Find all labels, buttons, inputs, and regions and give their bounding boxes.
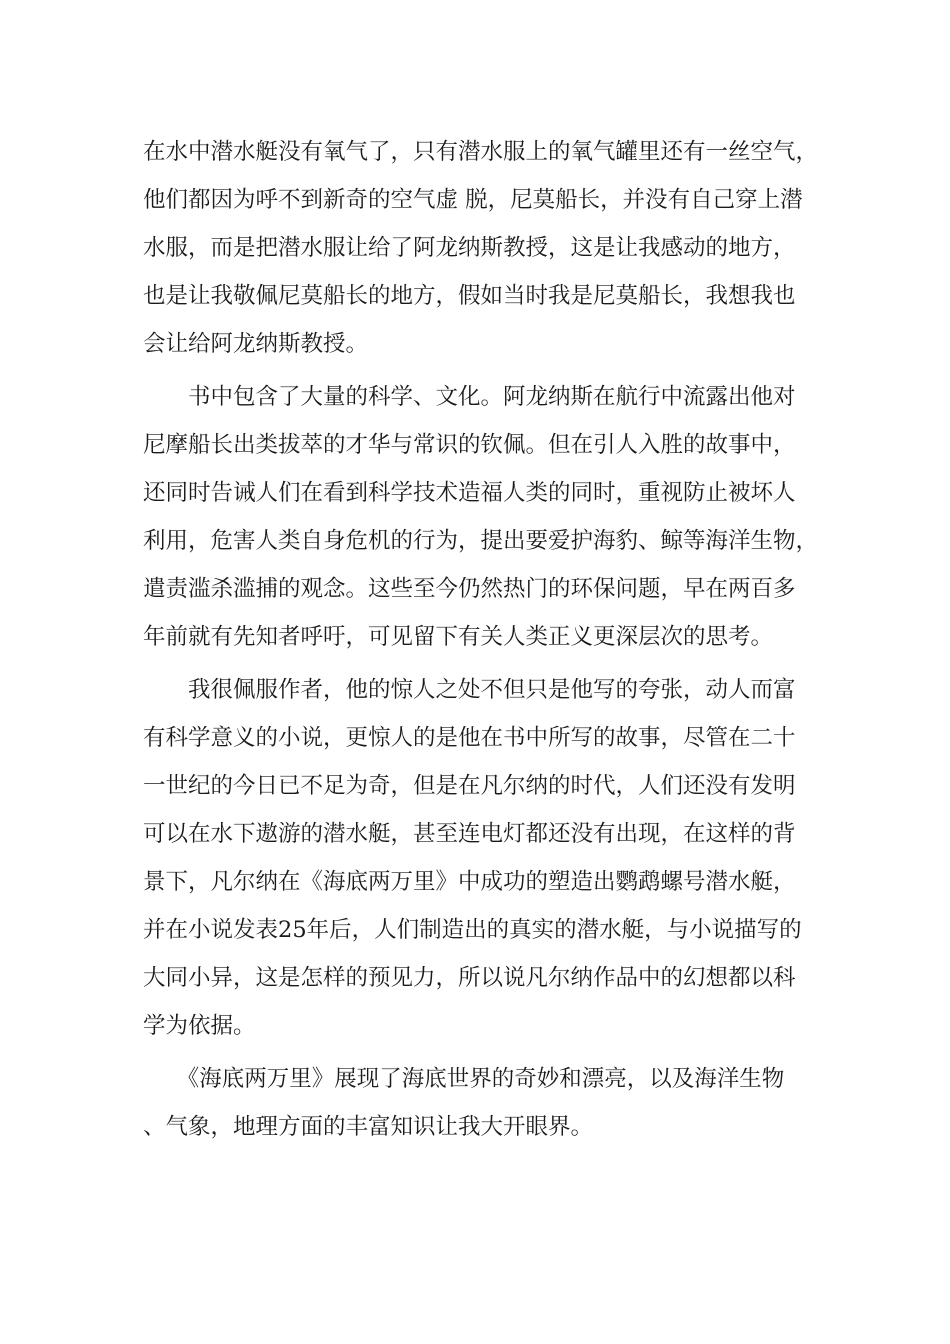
text-line: 在水中潜水艇没有氧气了，只有潜水服上的氧气罐里还有一丝空气， bbox=[143, 139, 819, 165]
text-line: 年前就有先知者呼吁，可见留下有关人类正义更深层次的思考。 bbox=[143, 624, 774, 650]
text-line: 水服，而是把潜水服让给了阿龙纳斯教授，这是让我感动的地方， bbox=[143, 235, 796, 261]
text-line: 书中包含了大量的科学、文化。阿龙纳斯在航行中流露出他对 bbox=[143, 384, 796, 410]
text-line: 、气象，地理方面的丰富知识让我大开眼界。 bbox=[143, 1114, 594, 1140]
text-line: 景下，凡尔纳在《海底两万里》中成功的塑造出鹦鹉螺号潜水艇， bbox=[143, 869, 796, 895]
text-line: 尼摩船长出类拔萃的才华与常识的钦佩。但在引人入胜的故事中， bbox=[143, 432, 796, 458]
text-line: 学为依据。 bbox=[143, 1013, 256, 1039]
paragraph-2 bbox=[143, 373, 819, 661]
text-line: 还同时告诫人们在看到科学技术造福人类的同时，重视防止被坏人 bbox=[143, 480, 796, 506]
text-line: 他们都因为呼不到新奇的空气虚 脱，尼莫船长，并没有自己穿上潜 bbox=[143, 187, 803, 213]
text-line: 利用，危害人类自身危机的行为，提出要爱护海豹、鲸等海洋生物， bbox=[143, 528, 819, 554]
text-line: 也是让我敬佩尼莫船长的地方，假如当时我是尼莫船长，我想我也 bbox=[143, 283, 796, 309]
text-line: 一世纪的今日已不足为奇，但是在凡尔纳的时代，人们还没有发明 bbox=[143, 773, 796, 799]
paragraph-3 bbox=[143, 666, 810, 1050]
text-line: 有科学意义的小说，更惊人的是他在书中所写的故事，尽管在二十 bbox=[143, 725, 796, 751]
document-body bbox=[143, 128, 819, 1151]
text-line: 《海底两万里》展现了海底世界的奇妙和漂亮，以及海洋生物 bbox=[143, 1066, 785, 1092]
text-line: 并在小说发表25年后，人们制造出的真实的潜水艇，与小说描写的 bbox=[143, 917, 802, 943]
text-line: 遣责滥杀滥捕的观念。这些至今仍然热门的环保问题，早在两百多 bbox=[143, 576, 796, 602]
paragraph-1 bbox=[143, 128, 819, 368]
text-line: 可以在水下遨游的潜水艇，甚至连电灯都还没有出现，在这样的背 bbox=[143, 821, 796, 847]
text-line: 我很佩服作者，他的惊人之处不但只是他写的夸张，动人而富 bbox=[143, 677, 796, 703]
text-line: 会让给阿龙纳斯教授。 bbox=[143, 331, 369, 357]
paragraph-4 bbox=[143, 1055, 810, 1151]
text-line: 大同小异，这是怎样的预见力，所以说凡尔纳作品中的幻想都以科 bbox=[143, 965, 796, 991]
